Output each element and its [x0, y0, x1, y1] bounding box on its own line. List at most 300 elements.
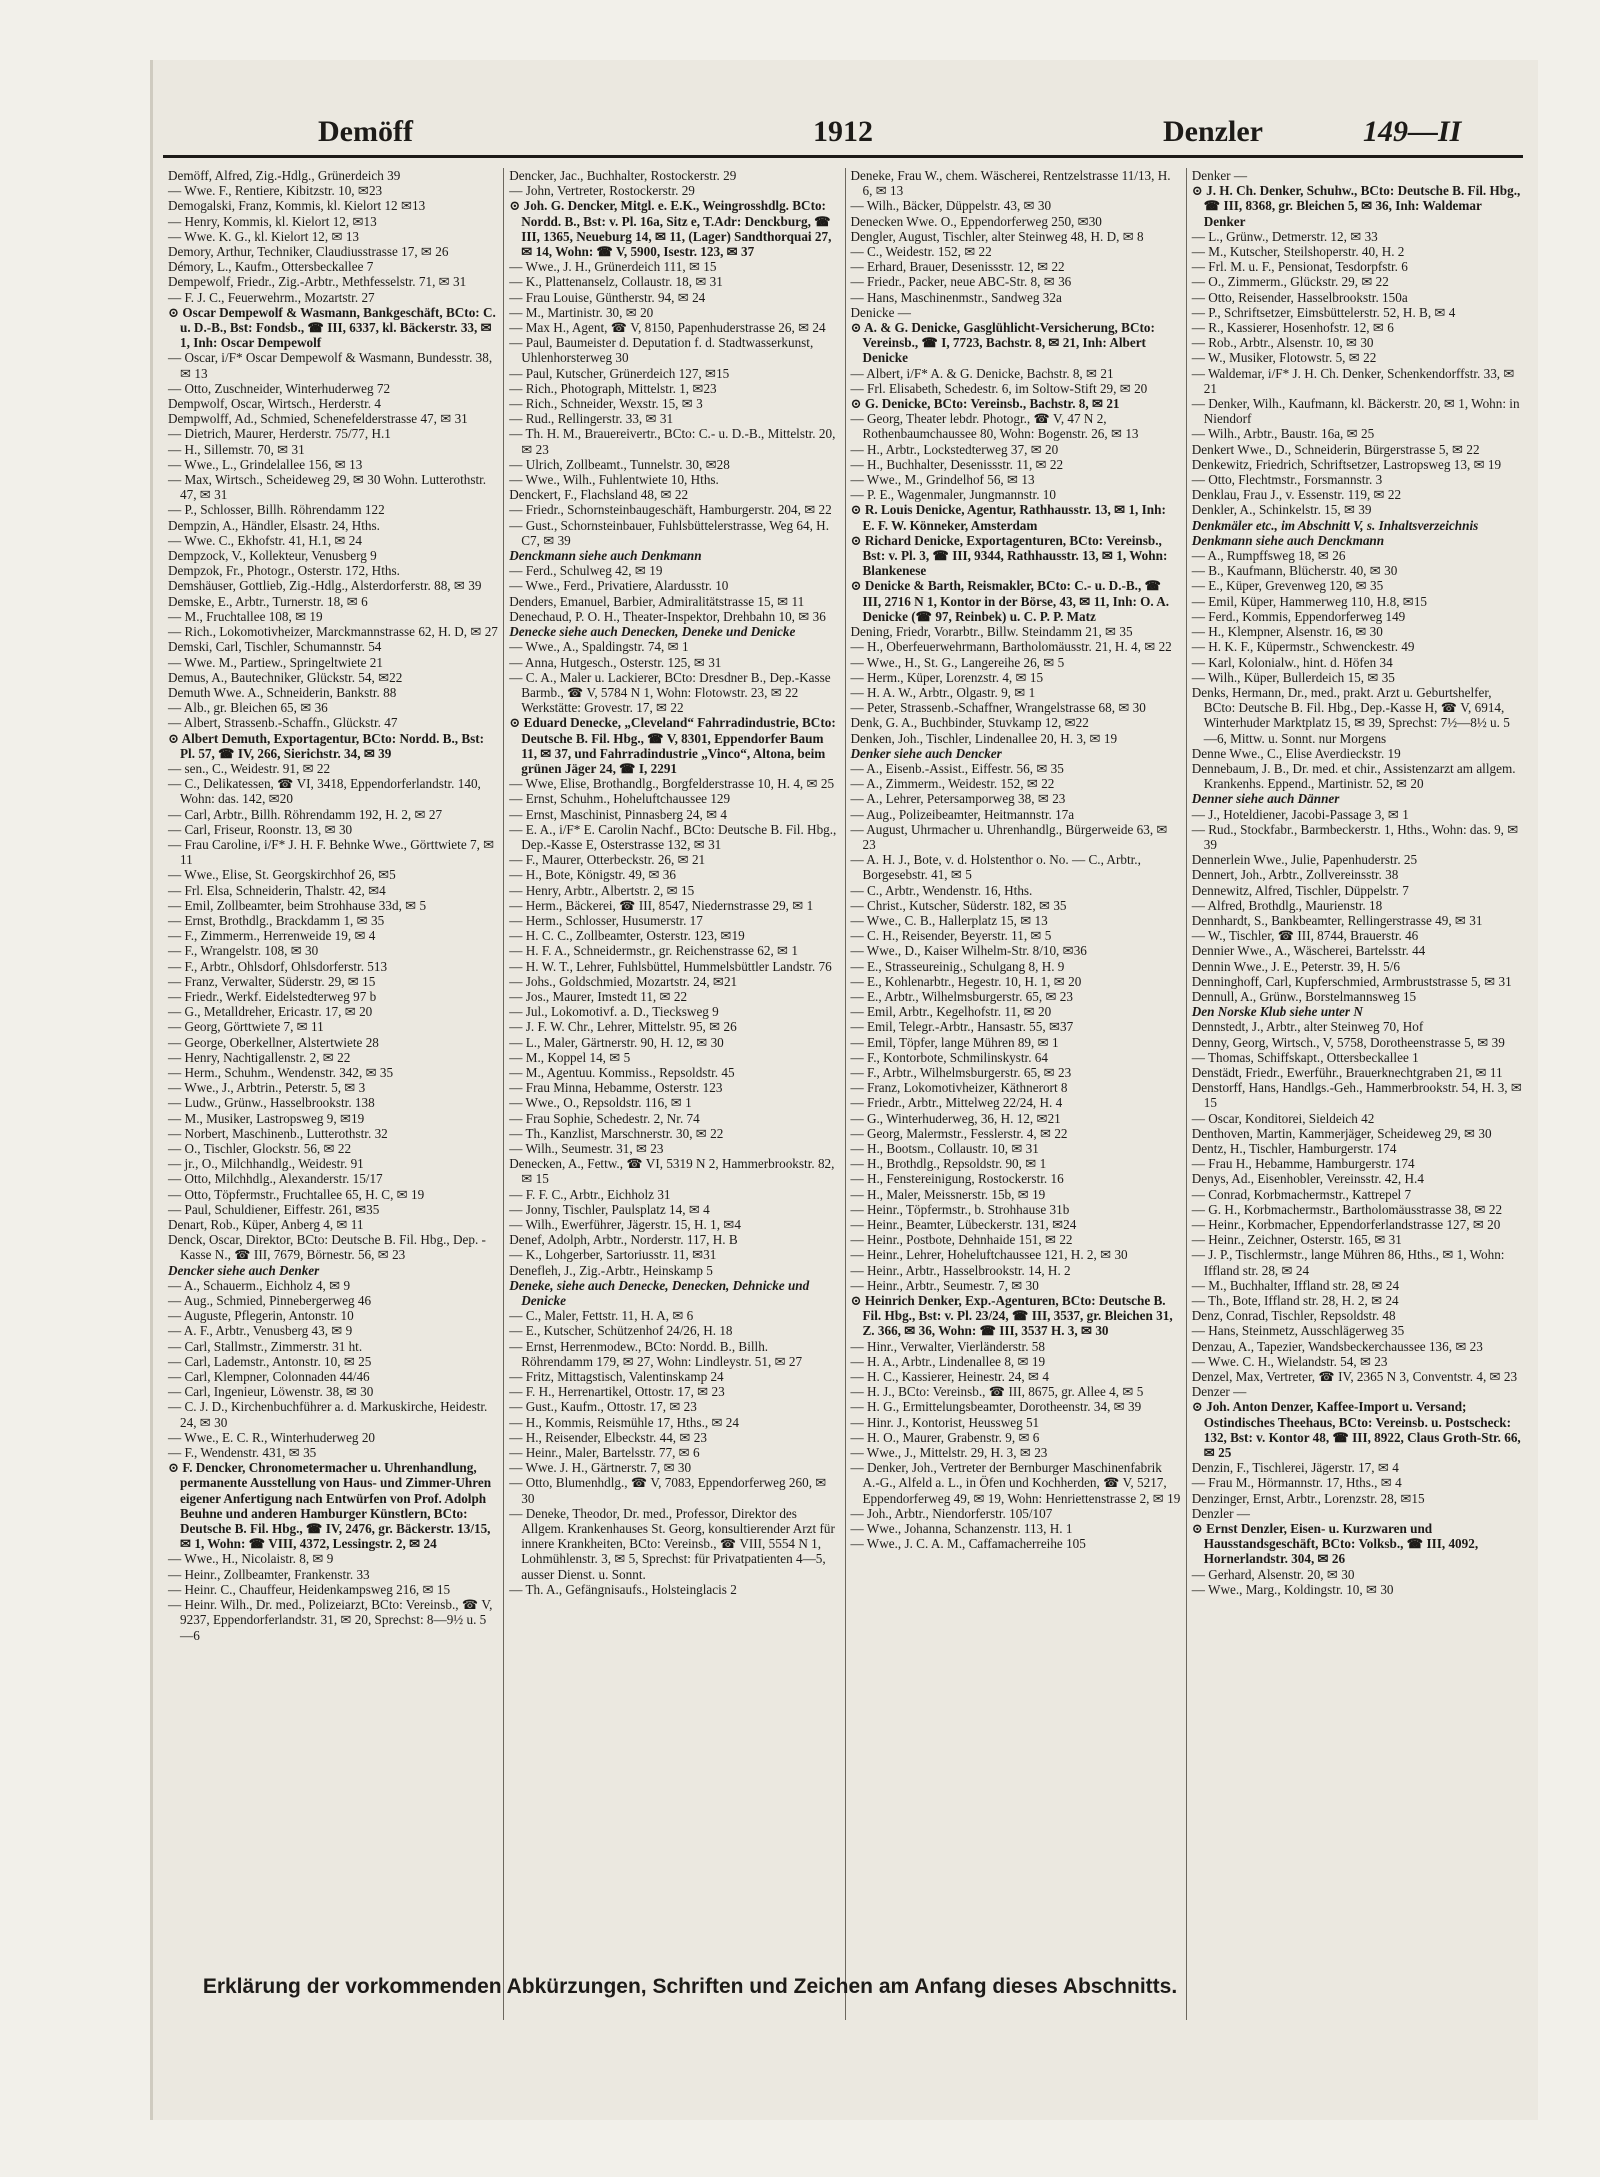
directory-entry: — Wwe., Marg., Koldingstr. 10, ✉ 30: [1191, 1581, 1394, 1597]
directory-entry: ⊙ Joh. G. Dencker, Mitgl. e. E.K., Weingrosshdlg. BCto: Nordd. B., Bst: v. Pl. 16a, Sitz e, T.Adr: Denckburg, ☎ III, 1365, Neueburg 14, ✉ 11, (Lager) Sandthorquai 27, ✉ 14, Wohn: ☎ V, 5900, Isestr. 123, ✉ 37: [509, 198, 832, 260]
directory-entry: — Ferd., Schulweg 42, ✉ 19: [509, 563, 663, 579]
directory-entry: Denner siehe auch Dänner: [1191, 791, 1340, 807]
directory-entry: — Wilh., Arbtr., Baustr. 16a, ✉ 25: [1191, 426, 1375, 442]
directory-entry: — Anna, Hutgesch., Osterstr. 125, ✉ 31: [509, 654, 722, 670]
directory-entry: Denkmann siehe auch Denckmann: [1191, 532, 1385, 548]
directory-entry: — Franz, Verwalter, Süderstr. 29, ✉ 15: [168, 973, 376, 989]
directory-entry: — A. F., Arbtr., Venusberg 43, ✉ 9: [168, 1323, 353, 1339]
directory-entry: — P., Schriftsetzer, Eimsbüttelerstr. 52, H. B, ✉ 4: [1191, 304, 1456, 320]
directory-entry: — Oscar, i/F* Oscar Dempewolf & Wasmann, Bundesstr. 38, ✉ 13: [168, 350, 493, 381]
directory-entry: — F., Kontorbote, Schmilinskystr. 64: [850, 1049, 1048, 1065]
directory-entry: — Dietrich, Maurer, Herderstr. 75/77, H.1: [168, 426, 391, 442]
directory-entry: — Rud., Stockfabr., Barmbeckerstr. 1, Hths., Wohn: das. 9, ✉ 39: [1191, 821, 1519, 852]
directory-entry: — C., Delikatessen, ☎ VI, 3418, Eppendorferlandstr. 140, Wohn: das. 142, ✉20: [168, 776, 481, 807]
directory-entry: — Hans, Maschinenmstr., Sandweg 32a: [850, 289, 1062, 305]
directory-entry: — A., Rumpffsweg 18, ✉ 26: [1191, 548, 1346, 564]
directory-entry: Dengler, August, Tischler, alter Steinweg 48, H. D, ✉ 8: [850, 228, 1144, 244]
directory-entry: — H. G., Ermittelungsbeamter, Dorotheenstr. 34, ✉ 39: [850, 1399, 1142, 1415]
directory-entry: — P. E., Wagenmaler, Jungmannstr. 10: [850, 487, 1056, 503]
directory-entry: Dennerlein Wwe., Julie, Papenhuderstr. 25: [1191, 852, 1418, 868]
directory-entry: — B., Kaufmann, Blücherstr. 40, ✉ 30: [1191, 563, 1398, 579]
directory-entry: — H., Reisender, Elbeckstr. 44, ✉ 23: [509, 1429, 707, 1445]
directory-entry: Dempzok, Fr., Photogr., Osterstr. 172, Hths.: [168, 563, 400, 579]
directory-entry: — Friedr., Schornsteinbaugeschäft, Hamburgerstr. 204, ✉ 22: [509, 502, 832, 518]
directory-entry: — H., Klempner, Alsenstr. 16, ✉ 30: [1191, 624, 1383, 640]
directory-entry: Denzin, F., Tischlerei, Jägerstr. 17, ✉ 4: [1191, 1460, 1399, 1476]
directory-entry: — Denker, Wilh., Kaufmann, kl. Bäckerstr. 20, ✉ 1, Wohn: in Niendorf: [1191, 396, 1520, 427]
directory-entry: — Gust., Kaufm., Ottostr. 17, ✉ 23: [509, 1399, 697, 1415]
directory-entry: — Emil, Küper, Hammerweg 110, H.8, ✉15: [1191, 593, 1428, 609]
directory-entry: — E., Kutscher, Schützenhof 24/26, H. 18: [509, 1323, 733, 1339]
directory-entry: — Wwe. F., Rentiere, Kibitzstr. 10, ✉23: [168, 183, 383, 199]
directory-entry: Dennin Wwe., J. E., Peterstr. 39, H. 5/6: [1191, 958, 1400, 974]
directory-entry: — Wwe., J. H., Grünerdeich 111, ✉ 15: [509, 259, 717, 275]
directory-entry: Denklau, Frau J., v. Essenstr. 119, ✉ 22: [1191, 487, 1402, 503]
directory-entry: — Herm., Schuhm., Wendenstr. 342, ✉ 35: [168, 1064, 394, 1080]
directory-entry: Denninghoff, Carl, Kupferschmied, Armbruststrasse 5, ✉ 31: [1191, 973, 1512, 989]
directory-entry: — Hinr., Verwalter, Vierländerstr. 58: [850, 1338, 1045, 1354]
directory-entry: — Wwe. J. H., Gärtnerstr. 7, ✉ 30: [509, 1460, 692, 1476]
directory-entry: — G. H., Korbmachermstr., Bartholomäusstrasse 38, ✉ 22: [1191, 1201, 1503, 1217]
header-last-entry: Denzler: [1163, 115, 1263, 148]
directory-entry: — Max H., Agent, ☎ V, 8150, Papenhuderstrasse 26, ✉ 24: [509, 320, 826, 336]
header-first-entry: Demöff: [318, 115, 413, 148]
directory-entry: ⊙ Oscar Dempewolf & Wasmann, Bankgeschäft, BCto: C. u. D.-B., Bst: Fondsb., ☎ III, 6337, kl. Bäckerstr. 33, ✉ 1, Inh: Oscar Dempewolf: [168, 304, 496, 351]
directory-entry: — Alfred, Brothdlg., Maurienstr. 18: [1191, 897, 1383, 913]
directory-entry: — A. H. J., Bote, v. d. Holstenthor o. No. — C., Arbtr., Borgesebstr. 41, ✉ 5: [850, 852, 1141, 883]
directory-entry: — Alb., gr. Bleichen 65, ✉ 36: [168, 700, 328, 716]
directory-entry: — C. H., Reisender, Beyerstr. 11, ✉ 5: [850, 928, 1052, 944]
directory-entry: — Heinr., Töpfermstr., b. Strohhause 31b: [850, 1201, 1070, 1217]
directory-entry: Deneke, siehe auch Denecke, Denecken, Dehnicke und Denicke: [509, 1277, 810, 1309]
directory-entry: — George, Oberkellner, Alstertwiete 28: [168, 1034, 379, 1050]
directory-entry: — Ernst, Maschinist, Pinnasberg 24, ✉ 4: [509, 806, 728, 822]
directory-entry: Denne Wwe., C., Elise Averdieckstr. 19: [1191, 745, 1401, 761]
header-year: 1912: [813, 115, 873, 148]
directory-entry: Denzau, A., Tapezier, Wandsbeckerchaussee 136, ✉ 23: [1191, 1338, 1483, 1354]
directory-entry: — L., Grünw., Detmerstr. 12, ✉ 33: [1191, 228, 1378, 244]
directory-entry: Denny, Georg, Wirtsch., V, 5758, Dorotheenstrasse 5, ✉ 39: [1191, 1034, 1505, 1050]
directory-entry: — Otto, Flechtmstr., Forsmannstr. 3: [1191, 472, 1383, 488]
directory-entry: — J., Hoteldiener, Jacobi-Passage 3, ✉ 1: [1191, 806, 1409, 822]
directory-entry: — C. A., Maler u. Lackierer, BCto: Dresdner B., Dep.-Kasse Barmb., ☎ V, 5784 N 1, Wohn: Flotowstr. 23, ✉ 22 Werkstätte: Grovestr. 17, ✉ 22: [509, 669, 831, 716]
directory-entry: — Wilh., Ewerführer, Jägerstr. 15, H. 1, ✉4: [509, 1217, 741, 1233]
directory-entry: Denstorff, Hans, Handlgs.-Geh., Hammerbrookstr. 54, H. 3, ✉ 15: [1191, 1080, 1522, 1111]
directory-entry: — H., Bote, Königstr. 49, ✉ 36: [509, 867, 676, 883]
directory-entry: — Heinr., Maler, Bartelsstr. 77, ✉ 6: [509, 1445, 700, 1461]
directory-entry: — Jonny, Tischler, Paulsplatz 14, ✉ 4: [509, 1201, 710, 1217]
directory-entry: — Conrad, Korbmachermstr., Kattrepel 7: [1191, 1186, 1412, 1202]
directory-entry: Dening, Friedr, Vorarbtr., Billw. Steindamm 21, ✉ 35: [850, 624, 1133, 640]
directory-entry: — Wwe., M., Grindelhof 56, ✉ 13: [850, 472, 1035, 488]
directory-entry: — Gerhard, Alsenstr. 20, ✉ 30: [1191, 1566, 1355, 1582]
directory-entry: — F., Wrangelstr. 108, ✉ 30: [168, 943, 319, 959]
directory-entry: — M., Musiker, Lastropsweg 9, ✉19: [168, 1110, 365, 1126]
directory-entry: — E., Arbtr., Wilhelmsburgerstr. 65, ✉ 23: [850, 988, 1073, 1004]
directory-entry: — Th. H. M., Brauereivertr., BCto: C.- u. D.-B., Mittelstr. 20, ✉ 23: [509, 426, 836, 457]
directory-entry: — Wwe., J., Arbtrin., Peterstr. 5, ✉ 3: [168, 1080, 366, 1096]
directory-entry: — F., Arbtr., Wilhelmsburgerstr. 65, ✉ 23: [850, 1064, 1072, 1080]
directory-entry: — Wilh., Küper, Bullerdeich 15, ✉ 35: [1191, 669, 1395, 685]
directory-entry: — G., Metalldreher, Ericastr. 17, ✉ 20: [168, 1004, 373, 1020]
directory-entry: — Rob., Arbtr., Alsenstr. 10, ✉ 30: [1191, 335, 1374, 351]
directory-entry: — Frau H., Hebamme, Hamburgerstr. 174: [1191, 1156, 1415, 1172]
directory-entry: — Wwe., E. C. R., Winterhuderweg 20: [168, 1429, 376, 1445]
directory-entry: — Carl, Lademstr., Antonstr. 10, ✉ 25: [168, 1353, 372, 1369]
directory-entry: — Frl. Elsa, Schneiderin, Thalstr. 42, ✉4: [168, 882, 386, 898]
directory-entry: Denz, Conrad, Tischler, Repsoldstr. 48: [1191, 1308, 1396, 1324]
directory-entry: Denecken Wwe. O., Eppendorferweg 250, ✉30: [850, 213, 1102, 229]
directory-entry: Denkmäler etc., im Abschnitt V, s. Inhaltsverzeichnis: [1191, 517, 1479, 533]
directory-entry: — Th., Kanzlist, Marschnerstr. 30, ✉ 22: [509, 1125, 724, 1141]
directory-entry: Démory, L., Kaufm., Ottersbeckallee 7: [168, 259, 374, 275]
directory-entry: Denart, Rob., Küper, Anberg 4, ✉ 11: [168, 1217, 364, 1233]
column-1: [163, 168, 504, 2020]
directory-entry: — H., Bootsm., Collaustr. 10, ✉ 31: [850, 1141, 1039, 1156]
directory-entry: — F. H., Herrenartikel, Ottostr. 17, ✉ 23: [509, 1384, 725, 1400]
directory-entry: Dempwolf, Oscar, Wirtsch., Herderstr. 4: [168, 396, 381, 412]
directory-entry: ⊙ Denicke & Barth, Reismakler, BCto: C.- u. D.-B., ☎ III, 2716 N 1, Kontor in der Börse, 43, ✉ 11, Inh: O. A. Denicke (☎ 97, Reinbek) u. C. P. P. Matz: [850, 578, 1170, 624]
directory-entry: — Wwe., A., Spaldingstr. 74, ✉ 1: [509, 639, 689, 655]
directory-entry: — H., Maler, Meissnerstr. 15b, ✉ 19: [850, 1186, 1046, 1202]
directory-entry: ⊙ J. H. Ch. Denker, Schuhw., BCto: Deutsche B. Fil. Hbg., ☎ III, 8368, gr. Bleichen 5, ✉ 36, Inh: Waldemar Denker: [1191, 183, 1521, 229]
directory-entry: — Wwe., L., Grindelallee 156, ✉ 13: [168, 456, 363, 472]
directory-entry: — Wwe., J., Mittelstr. 29, H. 3, ✉ 23: [850, 1445, 1048, 1461]
directory-entry: — Wwe. K. G., kl. Kielort 12, ✉ 13: [168, 228, 360, 244]
directory-entry: — M., Martinistr. 30, ✉ 20: [509, 304, 654, 320]
directory-entry: Dempewolf, Friedr., Zig.-Arbtr., Methfesselstr. 71, ✉ 31: [168, 274, 467, 290]
directory-entry: — Frau Minna, Hebamme, Osterstr. 123: [509, 1080, 723, 1096]
directory-entry: — A., Schauerm., Eichholz 4, ✉ 9: [168, 1277, 351, 1293]
directory-entry: — Max, Wirtsch., Scheideweg 29, ✉ 30 Wohn. Lutterothstr. 47, ✉ 31: [168, 472, 487, 503]
directory-entry: — Joh., Arbtr., Niendorferstr. 105/107: [850, 1505, 1053, 1521]
directory-entry: — Jos., Maurer, Imstedt 11, ✉ 22: [509, 988, 688, 1004]
directory-entry: — Friedr., Werkf. Eidelstedterweg 97 b: [168, 988, 377, 1004]
directory-entry: — H. A., Arbtr., Lindenallee 8, ✉ 19: [850, 1353, 1046, 1369]
directory-entry: — H., Kommis, Reismühle 17, Hths., ✉ 24: [509, 1414, 739, 1430]
directory-entry: ⊙ F. Dencker, Chronometermacher u. Uhrenhandlung, permanente Ausstellung von Haus- und Zimmer-Uhren eigener Anfertigung nach Entwürfen von Prof. Adolph Beuhne und anderen Hamburger Künstlern, BCto: Deutsche B. Fil. Hbg., ☎ IV, 2476, gr. Bäckerstr. 13/15, ✉ 1, Wohn: ☎ VIII, 4372, Lessingstr. 2, ✉ 24: [168, 1460, 492, 1552]
directory-entry: — E., Kohlenarbtr., Hegestr. 10, H. 1, ✉ 20: [850, 973, 1082, 989]
directory-entry: — Otto, Blumenhdlg., ☎ V, 7083, Eppendorferweg 260, ✉ 30: [509, 1475, 827, 1506]
directory-entry: Dennier Wwe., A., Wäscherei, Bartelsstr. 44: [1191, 943, 1426, 959]
directory-entry: Denzel, Max, Vertreter, ☎ IV, 2365 N 3, Conventstr. 4, ✉ 23: [1191, 1369, 1518, 1385]
directory-entry: — J. F. W. Chr., Lehrer, Mittelstr. 95, ✉ 26: [509, 1019, 737, 1035]
directory-entry: — Heinr., Lehrer, Hoheluftchaussee 121, H. 2, ✉ 30: [850, 1247, 1128, 1263]
directory-entry: — Wwe., Johanna, Schanzenstr. 113, H. 1: [850, 1521, 1073, 1537]
directory-entry: — Henry, Arbtr., Albertstr. 2, ✉ 15: [509, 882, 695, 898]
directory-entry: — H. O., Maurer, Grabenstr. 9, ✉ 6: [850, 1429, 1040, 1445]
directory-entry: — Wwe., Wilh., Fuhlentwiete 10, Hths.: [509, 472, 719, 488]
directory-entry: ⊙ Richard Denicke, Exportagenturen, BCto: Vereinsb., Bst: v. Pl. 3, ☎ III, 9344, Rathhausstr. 13, ✉ 1, Wohn: Blankenese: [850, 532, 1168, 579]
directory-entry: Dencker, Jac., Buchhalter, Rostockerstr. 29: [509, 168, 737, 183]
directory-entry: — Erhard, Brauer, Desenissstr. 12, ✉ 22: [850, 259, 1065, 275]
directory-entry: — Otto, Milchhdlg., Alexanderstr. 15/17: [168, 1171, 383, 1187]
directory-entry: — H. F. A., Schneidermstr., gr. Reichenstrasse 62, ✉ 1: [509, 943, 798, 959]
directory-entry: — H. J., BCto: Vereinsb., ☎ III, 8675, gr. Allee 4, ✉ 5: [850, 1384, 1144, 1400]
directory-entry: Denckert, F., Flachsland 48, ✉ 22: [509, 487, 689, 503]
directory-entry: — Carl, Klempner, Colonnaden 44/46: [168, 1369, 370, 1385]
directory-entry: — Wwe. C. H., Wielandstr. 54, ✉ 23: [1191, 1353, 1388, 1369]
directory-entry: — H., Buchhalter, Desenissstr. 11, ✉ 22: [850, 456, 1064, 472]
directory-entry: — Ernst, Brothdlg., Brackdamm 1, ✉ 35: [168, 912, 385, 928]
directory-entry: Dempzock, V., Kollekteur, Venusberg 9: [168, 548, 377, 564]
directory-entry: Denefleh, J., Zig.-Arbtr., Heinskamp 5: [509, 1262, 713, 1278]
directory-entry: — A., Zimmerm., Weidestr. 152, ✉ 22: [850, 776, 1055, 792]
directory-entry: — H. W. T., Lehrer, Fuhlsbüttel, Hummelsbüttler Landstr. 76: [509, 958, 832, 974]
directory-entry: — August, Uhrmacher u. Uhrenhandlg., Bürgerweide 63, ✉ 23: [850, 821, 1168, 852]
directory-entry: — Wwe. M., Partiew., Springeltwiete 21: [168, 654, 383, 670]
directory-entry: — Carl, Friseur, Roonstr. 13, ✉ 30: [168, 821, 353, 837]
directory-entry: Denckmann siehe auch Denkmann: [509, 548, 702, 564]
directory-entry: Denkler, A., Schinkelstr. 15, ✉ 39: [1191, 502, 1372, 518]
directory-entry: — Heinr., Arbtr., Hasselbrookstr. 14, H. 2: [850, 1262, 1071, 1278]
directory-entry: Denthoven, Martin, Kammerjäger, Scheideweg 29, ✉ 30: [1191, 1125, 1492, 1141]
column-3: [846, 168, 1187, 2020]
directory-entry: — Wwe., H., Nicolaistr. 8, ✉ 9: [168, 1551, 334, 1567]
column-4: [1187, 168, 1528, 2020]
directory-entry: — P., Schlosser, Billh. Röhrendamm 122: [168, 502, 385, 518]
directory-entry: — H., Arbtr., Lockstedterweg 37, ✉ 20: [850, 441, 1059, 457]
directory-entry: — O., Tischler, Glockstr. 56, ✉ 22: [168, 1141, 352, 1156]
directory-entry: — Wilh., Seumestr. 31, ✉ 23: [509, 1141, 664, 1156]
directory-entry: Denzer —: [1191, 1384, 1247, 1400]
directory-entry: — Peter, Strassenb.-Schaffner, Wrangelstrasse 68, ✉ 30: [850, 700, 1146, 716]
directory-entry: — Christ., Kutscher, Süderstr. 182, ✉ 35: [850, 897, 1067, 913]
directory-entry: Demske, E., Arbtr., Turnerstr. 18, ✉ 6: [168, 593, 368, 609]
directory-entry: — Thomas, Schiffskapt., Ottersbeckallee 1: [1191, 1049, 1419, 1065]
directory-entry: — E. A., i/F* E. Carolin Nachf., BCto: Deutsche B. Fil. Hbg., Dep.-Kasse E, Osterstrasse 132, ✉ 31: [509, 821, 837, 852]
directory-entry: — F. F. C., Arbtr., Eichholz 31: [509, 1186, 671, 1202]
directory-entry: — Karl, Kolonialw., hint. d. Höfen 34: [1191, 654, 1393, 670]
directory-entry: — F., Arbtr., Ohlsdorf, Ohlsdorferstr. 513: [168, 958, 388, 974]
directory-entry: Dempwolff, Ad., Schmied, Schenefelderstrasse 47, ✉ 31: [168, 411, 468, 427]
directory-entry: — Norbert, Maschinenb., Lutterothstr. 32: [168, 1125, 388, 1141]
directory-entry: — Paul, Kutscher, Grünerdeich 127, ✉15: [509, 365, 730, 381]
directory-entry: — Heinr., Arbtr., Seumestr. 7, ✉ 30: [850, 1277, 1039, 1293]
directory-entry: — Rich., Schneider, Wexstr. 15, ✉ 3: [509, 396, 703, 412]
directory-entry: — Rud., Rellingerstr. 33, ✉ 31: [509, 411, 674, 427]
directory-entry: Denk, G. A., Buchbinder, Stuvkamp 12, ✉22: [850, 715, 1089, 731]
directory-entry: Deneke, Frau W., chem. Wäscherei, Rentzelstrasse 11/13, H. 6, ✉ 13: [850, 168, 1171, 199]
directory-entry: — G., Winterhuderweg, 36, H. 12, ✉21: [850, 1110, 1061, 1126]
directory-entry: — Albert, i/F* A. & G. Denicke, Bachstr. 8, ✉ 21: [850, 365, 1114, 381]
directory-entry: ⊙ R. Louis Denicke, Agentur, Rathhausstr. 13, ✉ 1, Inh: E. F. W. Könneker, Amsterdam: [850, 502, 1166, 533]
directory-entry: Dennhardt, S., Bankbeamter, Rellingerstrasse 49, ✉ 31: [1191, 912, 1483, 928]
directory-entry: — Wwe. C., Ekhofstr. 41, H.1, ✉ 24: [168, 532, 362, 548]
directory-page: [150, 60, 1538, 2120]
directory-entry: — A., Eisenb.-Assist., Eiffestr. 56, ✉ 35: [850, 760, 1064, 776]
directory-entry: — Otto, Töpfermstr., Fruchtallee 65, H. C, ✉ 19: [168, 1186, 425, 1202]
directory-entry: — Frau Louise, Güntherstr. 94, ✉ 24: [509, 289, 706, 305]
directory-entry: — Herm., Küper, Lorenzstr. 4, ✉ 15: [850, 669, 1044, 685]
directory-entry: — H. K. F., Küpermstr., Schwenckestr. 49: [1191, 639, 1415, 655]
directory-entry: Dennstedt, J., Arbtr., alter Steinweg 70, Hof: [1191, 1019, 1424, 1035]
directory-entry: Demogalski, Franz, Kommis, kl. Kielort 12 ✉13: [168, 198, 426, 214]
directory-entry: — Wwe., D., Kaiser Wilhelm-Str. 8/10, ✉36: [850, 943, 1087, 959]
directory-entry: — F., Wendenstr. 431, ✉ 35: [168, 1445, 317, 1461]
directory-entry: — O., Zimmerm., Glückstr. 29, ✉ 22: [1191, 274, 1389, 290]
directory-entry: Demus, A., Bautechniker, Glückstr. 54, ✉22: [168, 669, 403, 685]
header-page-number: 149—II: [1363, 115, 1462, 148]
directory-entry: — M., Koppel 14, ✉ 5: [509, 1049, 631, 1065]
column-2: [504, 168, 845, 2020]
directory-entry: — Heinr., Zollbeamter, Frankenstr. 33: [168, 1566, 370, 1582]
directory-entry: — Emil, Zollbeamter, beim Strohhause 33d, ✉ 5: [168, 897, 427, 913]
directory-entry: — Frau Caroline, i/F* J. H. F. Behnke Wwe., Görttwiete 7, ✉ 11: [168, 836, 495, 868]
directory-entry: Den Norske Klub siehe unter N: [1191, 1004, 1363, 1020]
directory-entry: — H., Brothdlg., Repsoldstr. 90, ✉ 1: [850, 1156, 1047, 1172]
directory-entry: — L., Maler, Gärtnerstr. 90, H. 12, ✉ 30: [509, 1034, 724, 1050]
directory-entry: — H. A. W., Arbtr., Olgastr. 9, ✉ 1: [850, 684, 1036, 700]
directory-entry: — Carl, Stallmstr., Zimmerstr. 31 ht.: [168, 1338, 363, 1354]
directory-entry: — Fritz, Mittagstisch, Valentinskamp 24: [509, 1369, 724, 1385]
directory-entry: — R., Kassierer, Hosenhofstr. 12, ✉ 6: [1191, 320, 1394, 336]
directory-entry: ⊙ G. Denicke, BCto: Vereinsb., Bachstr. 8, ✉ 21: [850, 396, 1120, 412]
directory-entry: — A., Lehrer, Petersamporweg 38, ✉ 23: [850, 791, 1066, 807]
directory-entry: — Aug., Schmied, Pinnebergerweg 46: [168, 1293, 372, 1309]
directory-entry: Denstädt, Friedr., Ewerführ., Brauerknechtgraben 21, ✉ 11: [1191, 1064, 1503, 1080]
directory-entry: — Frl. Elisabeth, Schedestr. 6, im Soltow-Stift 29, ✉ 20: [850, 380, 1148, 396]
directory-entry: Demski, Carl, Tischler, Schumannstr. 54: [168, 639, 382, 655]
directory-entry: — Aug., Polizeibeamter, Heitmannstr. 17a: [850, 806, 1075, 822]
directory-entry: — Georg, Görttwiete 7, ✉ 11: [168, 1019, 324, 1035]
directory-entry: — F. J. C., Feuerwehrm., Mozartstr. 27: [168, 289, 375, 305]
directory-entry: — Henry, Kommis, kl. Kielort 12, ✉13: [168, 213, 377, 229]
directory-entry: — K., Plattenanselz, Collaustr. 18, ✉ 31: [509, 274, 723, 290]
directory-entry: Dentz, H., Tischler, Hamburgerstr. 174: [1191, 1141, 1397, 1156]
directory-entry: — Wwe., H., St. G., Langereihe 26, ✉ 5: [850, 654, 1065, 670]
directory-entry: ⊙ Ernst Denzler, Eisen- u. Kurzwaren und Hausstandsgeschäft, BCto: Volksb., ☎ III, 4092, Hornerlandstr. 304, ✉ 26: [1191, 1521, 1479, 1567]
directory-entry: — Wwe., O., Repsoldstr. 116, ✉ 1: [509, 1095, 692, 1111]
directory-entry: — Gust., Schornsteinbauer, Fuhlsbüttelerstrasse, Weg 64, H. C7, ✉ 39: [509, 517, 830, 548]
directory-entry: — Herm., Bäckerei, ☎ III, 8547, Niedernstrasse 29, ✉ 1: [509, 897, 814, 913]
directory-entry: Dennebaum, J. B., Dr. med. et chir., Assistenzarzt am allgem. Krankenhs. Eppend., Martinistr. 52, ✉ 20: [1191, 760, 1516, 792]
directory-entry: — Albert, Strassenb.-Schaffn., Glückstr. 47: [168, 715, 398, 731]
directory-entry: ⊙ Heinrich Denker, Exp.-Agenturen, BCto: Deutsche B. Fil. Hbg., Bst: v. Pl. 23/24, ☎ III, 3537, gr. Bleichen 31, Z. 366, ✉ 36, Wohn: ☎ III, 3537 H. 3, ✉ 30: [850, 1293, 1173, 1339]
directory-entry: — Otto, Reisender, Hasselbrookstr. 150a: [1191, 289, 1408, 305]
directory-entry: — Ludw., Grünw., Hasselbrookstr. 138: [168, 1095, 375, 1111]
directory-entry: Denken, Joh., Tischler, Lindenallee 20, H. 3, ✉ 19: [850, 730, 1118, 746]
directory-entry: — Wilh., Bäcker, Düppelstr. 43, ✉ 30: [850, 198, 1052, 214]
directory-entry: — W., Tischler, ☎ III, 8744, Brauerstr. 46: [1191, 928, 1419, 944]
directory-entry: — Waldemar, i/F* J. H. Ch. Denker, Schenkendorffstr. 33, ✉ 21: [1191, 365, 1515, 396]
directory-entry: Denks, Hermann, Dr., med., prakt. Arzt u. Geburtshelfer, BCto: Deutsche B. Fil. Hbg., Dep.-Kasse H, ☎ V, 6914, Winterhuder Marktplatz 15, ✉ 39, Sprechst: 7½—8½ u. 5—6, Mittw. u. Sonnt. nur Morgens: [1191, 684, 1510, 746]
directory-entry: — K., Lohgerber, Sartoriusstr. 11, ✉31: [509, 1247, 717, 1263]
directory-entry: — H. C. C., Zollbeamter, Osterstr. 123, ✉19: [509, 928, 745, 944]
directory-entry: Denzinger, Ernst, Arbtr., Lorenzstr. 28, ✉15: [1191, 1490, 1425, 1506]
directory-entry: — C., Weidestr. 152, ✉ 22: [850, 244, 992, 260]
directory-entry: — Th., Bote, Iffland str. 28, H. 2, ✉ 24: [1191, 1293, 1399, 1309]
directory-entry: — Otto, Zuschneider, Winterhuderweg 72: [168, 380, 391, 396]
directory-entry: — Heinr., Zeichner, Osterstr. 165, ✉ 31: [1191, 1232, 1402, 1248]
directory-entry: ⊙ Eduard Denecke, „Cleveland“ Fahrradindustrie, BCto: Deutsche B. Fil. Hbg., ☎ V, 8301, Eppendorfer Baum 11, ✉ 37, und Fahrradindustrie „Vinco“, Altona, beim grünen Jäger 24, ☎ I, 2291: [509, 715, 836, 776]
directory-entry: Dennert, Joh., Arbtr., Zollvereinsstr. 38: [1191, 867, 1399, 883]
directory-entry: — Ulrich, Zollbeamt., Tunnelstr. 30, ✉28: [509, 456, 730, 472]
directory-entry: — Auguste, Pflegerin, Antonstr. 10: [168, 1308, 354, 1324]
directory-entry: — Georg, Theater lebdr. Photogr., ☎ V, 47 N 2, Rothenbaumchaussee 80, Wohn: Bogenstr. 26, ✉ 13: [850, 411, 1139, 442]
directory-entry: — M., Fruchtallee 108, ✉ 19: [168, 608, 323, 624]
directory-entry: — M., Kutscher, Steilshoperstr. 40, H. 2: [1191, 244, 1405, 260]
directory-entry: — C. J. D., Kirchenbuchführer a. d. Markuskirche, Heidestr. 24, ✉ 30: [168, 1399, 488, 1430]
directory-entry: — Franz, Lokomotivheizer, Käthnerort 8: [850, 1080, 1068, 1096]
directory-entry: — Henry, Nachtigallenstr. 2, ✉ 22: [168, 1049, 351, 1065]
directory-entry: — Wwe., Ferd., Privatiere, Alardusstr. 10: [509, 578, 729, 594]
directory-entry: Denecke siehe auch Denecken, Deneke und Denicke: [509, 624, 796, 640]
directory-entry: — Heinr., Beamter, Lübeckerstr. 131, ✉24: [850, 1217, 1077, 1233]
directory-entry: — Heinr. C., Chauffeur, Heidenkampsweg 216, ✉ 15: [168, 1581, 451, 1597]
directory-entry: Denck, Oscar, Direktor, BCto: Deutsche B. Fil. Hbg., Dep. - Kasse N., ☎ III, 7679, Börnestr. 56, ✉ 23: [168, 1232, 486, 1263]
directory-entry: — Emil, Telegr.-Arbtr., Hansastr. 55, ✉37: [850, 1019, 1074, 1035]
directory-entry: — W., Musiker, Flotowstr. 5, ✉ 22: [1191, 350, 1377, 366]
directory-entry: — Carl, Ingenieur, Löwenstr. 38, ✉ 30: [168, 1384, 374, 1400]
directory-entry: — F., Maurer, Otterbeckstr. 26, ✉ 21: [509, 852, 706, 868]
directory-entry: — Ernst, Schuhm., Hoheluftchaussee 129: [509, 791, 731, 807]
directory-entry: — Heinr., Korbmacher, Eppendorferlandstrasse 127, ✉ 20: [1191, 1217, 1501, 1233]
directory-entry: — Deneke, Theodor, Dr. med., Professor, Direktor des Allgem. Krankenhauses St. Georg, konsultierender Arzt für innere Krankheiten, BCto: Vereinsb., ☎ VIII, 5554 N 1, Lohmühlenstr. 3, ✉ 5, Sprechst: für Privatpatienten 4—5, ausser Dienst. u. Sonnt.: [509, 1505, 835, 1582]
directory-entry: Denker —: [1191, 168, 1248, 183]
directory-entry: — E., Strasseureinig., Schulgang 8, H. 9: [850, 958, 1065, 974]
directory-entry: — Heinr., Postbote, Dehnhaide 151, ✉ 22: [850, 1232, 1073, 1248]
abbreviations-footnote: Erklärung der vorkommenden Abkürzungen, Schriften und Zeichen am Anfang dieses Abschnitts.: [202, 1975, 1178, 1998]
directory-entry: — Ernst, Herrenmodew., BCto: Nordd. B., Billh. Röhrendamm 179, ✉ 27, Wohn: Lindleystr. 51, ✉ 27: [509, 1338, 803, 1369]
directory-entry: — F., Zimmerm., Herrenweide 19, ✉ 4: [168, 928, 376, 944]
directory-entry: — M., Agentuu. Kommiss., Repsoldstr. 45: [509, 1064, 735, 1080]
directory-entry: — Friedr., Packer, neue ABC-Str. 8, ✉ 36: [850, 274, 1072, 290]
directory-entry: — C., Arbtr., Wendenstr. 16, Hths.: [850, 882, 1033, 898]
directory-entry: — Jul., Lokomotivf. a. D., Tiecksweg 9: [509, 1004, 719, 1020]
directory-entry: Demory, Arthur, Techniker, Claudiusstrasse 17, ✉ 26: [168, 244, 449, 260]
directory-entry: — Ferd., Kommis, Eppendorferweg 149: [1191, 608, 1406, 624]
directory-entry: — Heinr. Wilh., Dr. med., Polizeiarzt, BCto: Vereinsb., ☎ V, 9237, Eppendorferlandstr. 31, ✉ 20, Sprechst: 8—9½ u. 5—6: [168, 1597, 493, 1643]
directory-entry: Denys, Ad., Eisenhobler, Vereinsstr. 42, H.4: [1191, 1171, 1424, 1187]
directory-entry: — Frau M., Hörmannstr. 17, Hths., ✉ 4: [1191, 1475, 1402, 1491]
directory-entry: Denecken, A., Fettw., ☎ VI, 5319 N 2, Hammerbrookstr. 82, ✉ 15: [509, 1156, 835, 1187]
directory-entry: Demshäuser, Gottlieb, Zig.-Hdlg., Alsterdorferstr. 88, ✉ 39: [168, 578, 482, 594]
directory-entry: Dempzin, A., Händler, Elsastr. 24, Hths.: [168, 517, 380, 533]
directory-entry: — Rich., Lokomotivheizer, Marckmannstrasse 62, H. D, ✉ 27: [168, 624, 498, 640]
directory-entry: — C., Maler, Fettstr. 11, H. A, ✉ 6: [509, 1308, 694, 1324]
directory-entry: Denkewitz, Friedrich, Schriftsetzer, Lastropsweg 13, ✉ 19: [1191, 456, 1502, 472]
directory-entry: — E., Küper, Grevenweg 120, ✉ 35: [1191, 578, 1384, 594]
entry-columns: [163, 168, 1528, 2020]
directory-entry: — Emil, Töpfer, lange Mühren 89, ✉ 1: [850, 1034, 1059, 1050]
directory-entry: — Wwe., Elise, St. Georgskirchhof 26, ✉5: [168, 867, 396, 883]
directory-entry: Denkert Wwe., D., Schneiderin, Bürgerstrasse 5, ✉ 22: [1191, 441, 1480, 457]
directory-entry: — Carl, Arbtr., Billh. Röhrendamm 192, H. 2, ✉ 27: [168, 806, 443, 822]
directory-entry: — jr., O., Milchhandlg., Weidestr. 91: [168, 1156, 364, 1172]
directory-entry: — Frl. M. u. F., Pensionat, Tesdorpfstr. 6: [1191, 259, 1408, 275]
directory-entry: — sen., C., Weidestr. 91, ✉ 22: [168, 760, 331, 776]
directory-entry: Dennull, A., Grünw., Borstelmannsweg 15: [1191, 988, 1417, 1004]
directory-entry: Dennewitz, Alfred, Tischler, Düppelstr. 7: [1191, 882, 1409, 898]
directory-entry: — Emil, Arbtr., Kegelhofstr. 11, ✉ 20: [850, 1004, 1052, 1020]
directory-entry: — Wwe, Elise, Brothandlg., Borgfelderstrasse 10, H. 4, ✉ 25: [509, 776, 835, 792]
directory-entry: ⊙ Albert Demuth, Exportagentur, BCto: Nordd. B., Bst: Pl. 57, ☎ IV, 266, Sierichstr. 34, ✉ 39: [168, 730, 485, 761]
directory-entry: — Hans, Steinmetz, Ausschlägerweg 35: [1191, 1323, 1405, 1339]
directory-entry: — Wwe., C. B., Hallerplatz 15, ✉ 13: [850, 912, 1048, 928]
directory-entry: — Denker, Joh., Vertreter der Bernburger Maschinenfabrik A.-G., Alfeld a. L., in Öfen und Kochherden, ☎ V, 5217, Eppendorferweg 49, ✉ 19, Wohn: Henriettenstrasse 2, ✉ 19: [850, 1460, 1181, 1506]
directory-entry: ⊙ Joh. Anton Denzer, Kaffee-Import u. Versand; Ostindisches Theehaus, BCto: Vereinsb. u. Postscheck: 132, Bst: v. Kontor 48, ☎ III, 8922, Claus Groth-Str. 66, ✉ 25: [1191, 1399, 1521, 1461]
directory-entry: Demöff, Alfred, Zig.-Hdlg., Grünerdeich 39: [168, 168, 401, 183]
directory-entry: Demuth Wwe. A., Schneiderin, Bankstr. 88: [168, 684, 397, 700]
directory-entry: — Wwe., J. C. A. M., Caffamacherreihe 105: [850, 1536, 1086, 1552]
directory-entry: Dencker siehe auch Denker: [168, 1262, 320, 1278]
directory-entry: — Friedr., Arbtr., Mittelweg 22/24, H. 4: [850, 1095, 1063, 1111]
directory-entry: — J. P., Tischlermstr., lange Mühren 86, Hths., ✉ 1, Wohn: Iffland str. 28, ✉ 24: [1191, 1247, 1505, 1278]
page-header: [163, 115, 1523, 158]
directory-entry: — Oscar, Konditorei, Sieldeich 42: [1191, 1110, 1375, 1126]
directory-entry: ⊙ A. & G. Denicke, Gasglühlicht-Versicherung, BCto: Vereinsb., ☎ I, 7723, Bachstr. 8, ✉ 21, Inh: Albert Denicke: [850, 320, 1155, 366]
